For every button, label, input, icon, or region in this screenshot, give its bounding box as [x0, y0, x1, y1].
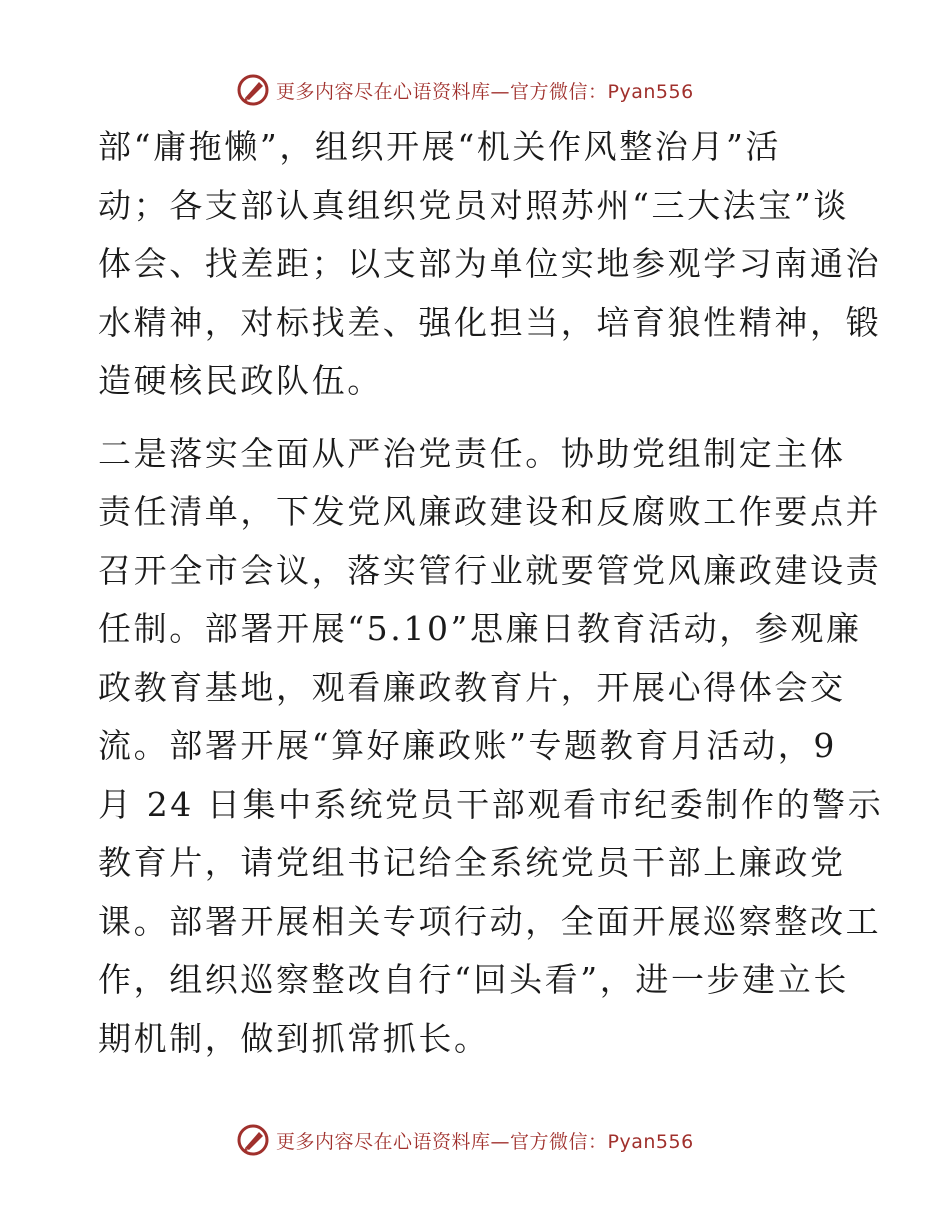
- watermark-text: 更多内容尽在心语资料库—官方微信：Pyan556: [276, 80, 694, 103]
- document-body: [98, 118, 884, 1068]
- text-line: 作，组织巡察整改自行“回头看”，进一步建立长: [98, 960, 849, 999]
- text-line: 水精神，对标找差、强化担当，培育狼性精神，锻: [98, 302, 882, 342]
- text-line: 造硬核民政队伍。: [98, 361, 383, 400]
- text-line: 召开全市会议，落实管行业就要管党风廉政建设责: [98, 550, 882, 590]
- text-line: 月 24 日集中系统党员干部观看市纪委制作的警示: [98, 784, 884, 824]
- footer-watermark: [236, 1122, 716, 1158]
- text-line: 动；各支部认真组织党员对照苏州“三大法宝”谈: [98, 185, 849, 225]
- text-line: 体会、找差距；以支部为单位实地参观学习南通治: [98, 244, 882, 283]
- text-line: 流。部署开展“算好廉政账”专题教育月活动，9: [98, 726, 837, 765]
- paragraph-2: [98, 425, 884, 1069]
- text-line: 二是落实全面从严治党责任。协助党组制定主体: [98, 433, 846, 473]
- text-line: 政教育基地，观看廉政教育片，开展心得体会交: [98, 667, 846, 707]
- paragraph-1: [98, 118, 882, 411]
- text-line: 期机制，做到抓常抓长。: [98, 1018, 490, 1058]
- text-line: 部“庸拖懒”，组织开展“机关作风整治月”活: [98, 127, 782, 166]
- watermark-text: 更多内容尽在心语资料库—官方微信：Pyan556: [276, 1130, 694, 1153]
- pen-logo-icon: [236, 73, 270, 107]
- text-line: 教育片，请党组书记给全系统党员干部上廉政党: [98, 843, 846, 882]
- text-line: 责任清单，下发党风廉政建设和反腐败工作要点并: [98, 492, 882, 531]
- text-line: 任制。部署开展“5.10”思廉日教育活动，参观廉: [98, 609, 862, 648]
- text-line: 课。部署开展相关专项行动，全面开展巡察整改工: [98, 901, 882, 941]
- header-watermark: [236, 72, 716, 108]
- pen-logo-icon: [236, 1123, 270, 1157]
